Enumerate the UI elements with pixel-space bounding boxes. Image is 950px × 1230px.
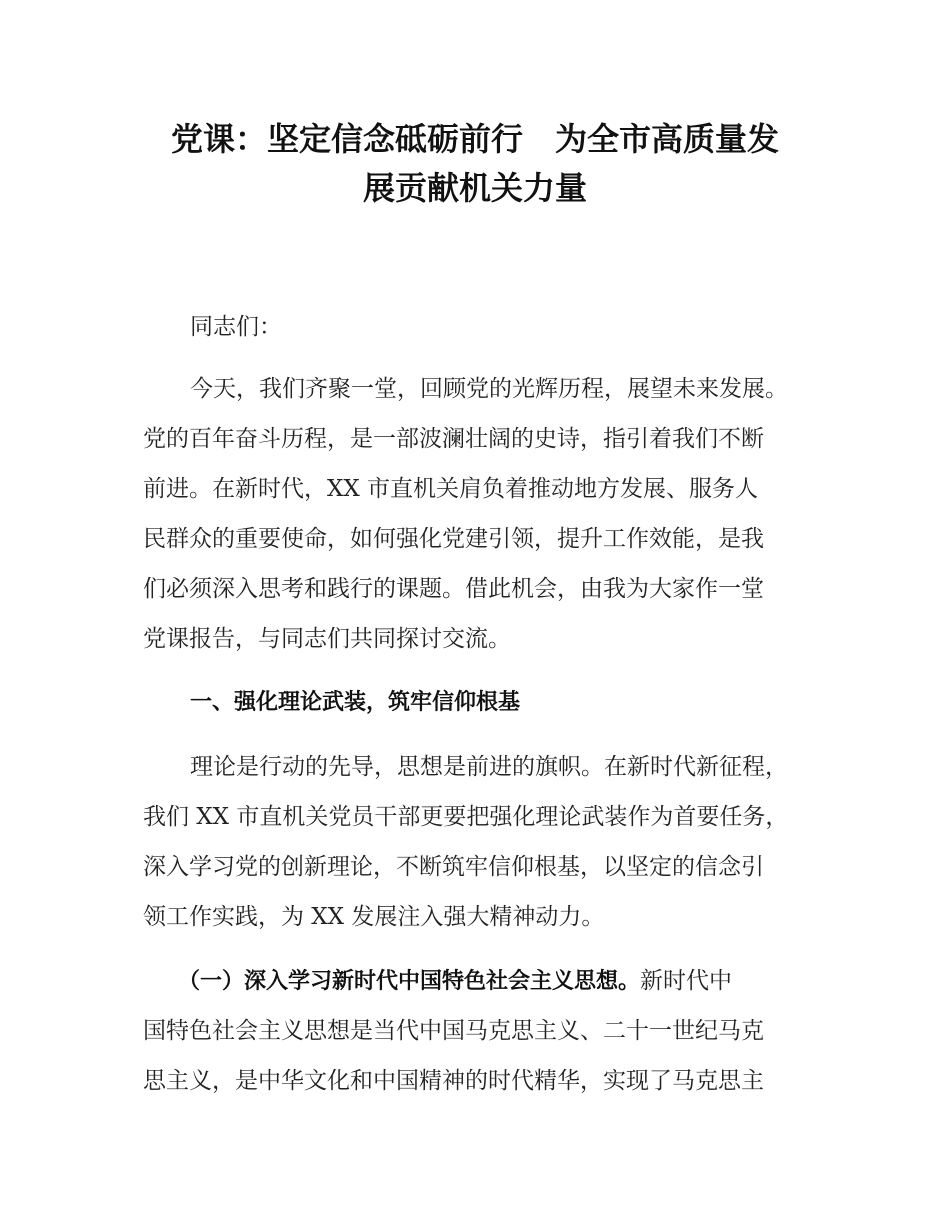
intro-line-6: 党课报告，与同志们共同探讨交流。	[143, 626, 511, 652]
section-1-line-1: 理论是行动的先导，思想是前进的旗帜。在新时代新征程，	[190, 754, 788, 780]
section-1-line-4: 领工作实践，为 XX 发展注入强大精神动力。	[143, 904, 605, 930]
intro-line-2: 党的百年奋斗历程，是一部波澜壮阔的史诗，指引着我们不断	[143, 426, 764, 452]
intro-line-1: 今天，我们齐聚一堂，回顾党的光辉历程，展望未来发展。	[190, 376, 788, 402]
subsection-1-first-line	[178, 966, 732, 997]
section-1-line-3: 深入学习党的创新理论，不断筑牢信仰根基，以坚定的信念引	[143, 854, 764, 880]
section-1-line-2: 我们 XX 市直机关党员干部更要把强化理论武装作为首要任务，	[143, 804, 789, 830]
intro-line-5: 们必须深入思考和践行的课题。借此机会，由我为大家作一堂	[143, 576, 764, 602]
subsection-1-line-2: 国特色社会主义思想是当代中国马克思主义、二十一世纪马克	[143, 1018, 764, 1044]
document-title-line-2: 展贡献机关力量	[362, 169, 587, 207]
salutation: 同志们：	[190, 314, 282, 340]
document-title-line-1: 党课：坚定信念砥砺前行 为全市高质量发	[170, 120, 779, 158]
subsection-1-heading: （一）深入学习新时代中国特色社会主义思想。	[178, 969, 641, 994]
subsection-1-line-3: 思主义，是中华文化和中国精神的时代精华，实现了马克思主	[143, 1068, 764, 1094]
subsection-1-text-start: 新时代中	[640, 968, 733, 994]
intro-line-3: 前进。在新时代，XX 市直机关肩负着推动地方发展、服务人	[143, 476, 759, 502]
intro-line-4: 民群众的重要使命，如何强化党建引领，提升工作效能，是我	[143, 526, 764, 552]
section-1-heading: 一、强化理论武装，筑牢信仰根基	[190, 690, 521, 715]
